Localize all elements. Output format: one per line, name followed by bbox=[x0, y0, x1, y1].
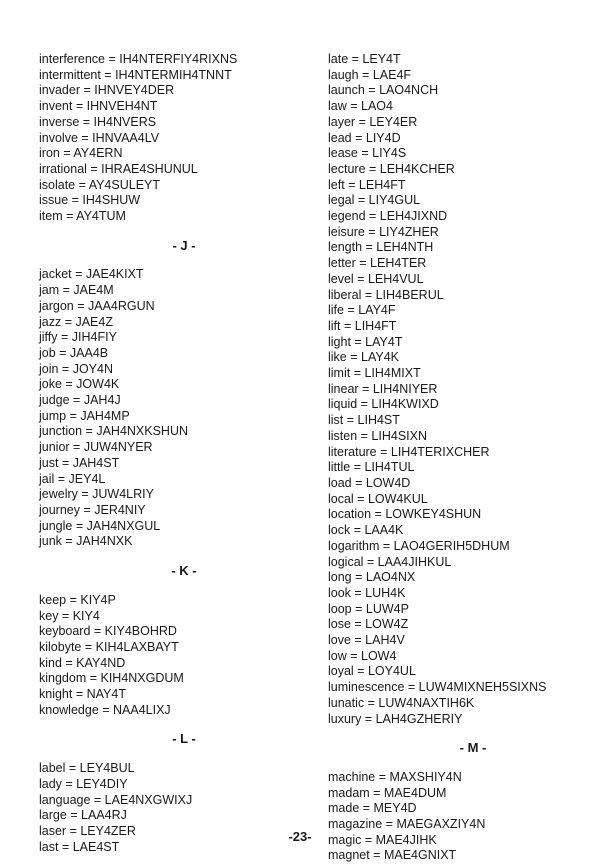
dictionary-entry: length = LEH4NTH bbox=[328, 240, 434, 255]
dictionary-entry: key = KIY4 bbox=[39, 608, 100, 623]
dictionary-entry: magazine = MAEGAXZIY4N bbox=[328, 817, 486, 832]
dictionary-entry: jungle = JAH4NXGUL bbox=[39, 518, 161, 533]
dictionary-entry: made = MEY4D bbox=[328, 801, 417, 816]
dictionary-entry: loop = LUW4P bbox=[328, 601, 409, 616]
dictionary-entry: involve = IHNVAA4LV bbox=[39, 130, 160, 145]
dictionary-entry: lift = LIH4FT bbox=[328, 318, 397, 333]
dictionary-entry: lease = LIY4S bbox=[328, 146, 407, 161]
dictionary-entry: love = LAH4V bbox=[328, 633, 405, 648]
dictionary-entry: logical = LAA4JIHKUL bbox=[328, 554, 452, 569]
page-number: -23- bbox=[288, 829, 312, 844]
dictionary-entry: life = LAY4F bbox=[328, 303, 396, 318]
section-heading: - J - bbox=[172, 237, 196, 253]
dictionary-entry: logarithm = LAO4GERIH5DHUM bbox=[328, 538, 510, 553]
dictionary-entry: level = LEH4VUL bbox=[328, 271, 424, 286]
dictionary-entry: linear = LIH4NIYER bbox=[328, 381, 438, 396]
dictionary-entry: loyal = LOY4UL bbox=[328, 664, 416, 679]
dictionary-entry: jacket = JAE4KIXT bbox=[39, 267, 144, 282]
dictionary-entry: legend = LEH4JIXND bbox=[328, 209, 448, 224]
left-column bbox=[39, 52, 289, 855]
dictionary-entry: layer = LEY4ER bbox=[328, 114, 418, 129]
dictionary-entry: madam = MAE4DUM bbox=[328, 785, 447, 800]
dictionary-entry: low = LOW4 bbox=[328, 648, 397, 663]
dictionary-entry: joke = JOW4K bbox=[39, 377, 120, 392]
dictionary-entry: item = AY4TUM bbox=[39, 209, 126, 224]
dictionary-entry: listen = LIH4SIXN bbox=[328, 428, 428, 443]
dictionary-entry: job = JAA4B bbox=[39, 345, 109, 360]
dictionary-entry: legal = LIY4GUL bbox=[328, 193, 421, 208]
dictionary-entry: laugh = LAE4F bbox=[328, 67, 412, 82]
dictionary-entry: lecture = LEH4KCHER bbox=[328, 161, 455, 176]
dictionary-entry: luminescence = LUW4MIXNEH5SIXNS bbox=[328, 680, 547, 695]
dictionary-entry: irrational = IHRAE4SHUNUL bbox=[39, 161, 198, 176]
dictionary-entry: look = LUH4K bbox=[328, 585, 406, 600]
dictionary-entry: language = LAE4NXGWIXJ bbox=[39, 792, 193, 807]
dictionary-entry: intermittent = IH4NTERMIH4TNNT bbox=[39, 67, 232, 82]
dictionary-entry: issue = IH4SHUW bbox=[39, 193, 141, 208]
dictionary-entry: interference = IH4NTERFIY4RIXNS bbox=[39, 52, 238, 66]
dictionary-entry: label = LEY4BUL bbox=[39, 761, 135, 776]
dictionary-entry: knowledge = NAA4LIXJ bbox=[39, 702, 171, 717]
dictionary-entry: kingdom = KIH4NXGDUM bbox=[39, 671, 184, 686]
dictionary-entry: jazz = JAE4Z bbox=[39, 314, 113, 329]
section-heading: - K - bbox=[171, 563, 197, 579]
dictionary-entry: jargon = JAA4RGUN bbox=[39, 298, 155, 313]
dictionary-entry: junk = JAH4NXK bbox=[39, 534, 133, 549]
dictionary-entry: junction = JAH4NXKSHUN bbox=[39, 424, 189, 439]
dictionary-entry: lead = LIY4D bbox=[328, 130, 401, 145]
dictionary-entry: launch = LAO4NCH bbox=[328, 83, 439, 98]
dictionary-entry: limit = LIH4MIXT bbox=[328, 366, 421, 381]
dictionary-entry: liberal = LIH4BERUL bbox=[328, 287, 444, 302]
dictionary-entry: junior = JUW4NYER bbox=[39, 440, 153, 455]
dictionary-entry: lady = LEY4DIY bbox=[39, 776, 128, 791]
dictionary-entry: jail = JEY4L bbox=[39, 471, 106, 486]
dictionary-entry: like = LAY4K bbox=[328, 350, 399, 365]
dictionary-entry: invader = IHNVEY4DER bbox=[39, 83, 175, 98]
dictionary-entry: liquid = LIH4KWIXD bbox=[328, 397, 439, 412]
dictionary-entry: light = LAY4T bbox=[328, 334, 403, 349]
dictionary-entry: lunatic = LUW4NAXTIH6K bbox=[328, 695, 475, 710]
dictionary-entry: late = LEY4T bbox=[328, 52, 401, 66]
dictionary-entry: lock = LAA4K bbox=[328, 523, 404, 538]
dictionary-entry: iron = AY4ERN bbox=[39, 146, 123, 161]
dictionary-entry: just = JAH4ST bbox=[39, 455, 120, 470]
dictionary-entry: left = LEH4FT bbox=[328, 177, 406, 192]
dictionary-entry: knight = NAY4T bbox=[39, 687, 126, 702]
dictionary-entry: kilobyte = KIH4LAXBAYT bbox=[39, 639, 179, 654]
dictionary-entry: letter = LEH4TER bbox=[328, 256, 427, 271]
dictionary-entry: long = LAO4NX bbox=[328, 570, 416, 585]
dictionary-entry: local = LOW4KUL bbox=[328, 491, 428, 506]
dictionary-entry: list = LIH4ST bbox=[328, 413, 400, 428]
dictionary-entry: journey = JER4NIY bbox=[39, 502, 146, 517]
dictionary-entry: laser = LEY4ZER bbox=[39, 823, 136, 838]
dictionary-entry: magnet = MAE4GNIXT bbox=[328, 848, 457, 863]
right-column bbox=[328, 52, 590, 864]
dictionary-entry: join = JOY4N bbox=[39, 361, 113, 376]
dictionary-entry: large = LAA4RJ bbox=[39, 808, 127, 823]
dictionary-entry: inverse = IH4NVERS bbox=[39, 114, 157, 129]
dictionary-entry: invent = IHNVEH4NT bbox=[39, 99, 158, 114]
dictionary-entry: lose = LOW4Z bbox=[328, 617, 409, 632]
dictionary-entry: kind = KAY4ND bbox=[39, 655, 126, 670]
dictionary-entry: load = LOW4D bbox=[328, 475, 411, 490]
dictionary-entry: leisure = LIY4ZHER bbox=[328, 224, 439, 239]
dictionary-entry: last = LAE4ST bbox=[39, 839, 120, 854]
dictionary-entry: judge = JAH4J bbox=[39, 393, 121, 408]
dictionary-entry: keyboard = KIY4BOHRD bbox=[39, 624, 177, 639]
dictionary-entry: luxury = LAH4GZHERIY bbox=[328, 711, 463, 726]
dictionary-entry: jiffy = JIH4FIY bbox=[39, 330, 117, 345]
dictionary-entry: machine = MAXSHIY4N bbox=[328, 769, 462, 784]
dictionary-entry: law = LAO4 bbox=[328, 99, 393, 114]
dictionary-entry: magic = MAE4JIHK bbox=[328, 832, 437, 847]
section-heading: - L - bbox=[172, 731, 196, 747]
dictionary-entry: jam = JAE4M bbox=[39, 283, 114, 298]
section-heading: - M - bbox=[459, 740, 487, 756]
dictionary-entry: keep = KIY4P bbox=[39, 592, 116, 607]
dictionary-entry: location = LOWKEY4SHUN bbox=[328, 507, 482, 522]
dictionary-entry: isolate = AY4SULEYT bbox=[39, 177, 161, 192]
dictionary-entry: jewelry = JUW4LRIY bbox=[39, 487, 154, 502]
dictionary-entry: jump = JAH4MP bbox=[39, 408, 130, 423]
dictionary-entry: little = LIH4TUL bbox=[328, 460, 415, 475]
dictionary-entry: literature = LIH4TERIXCHER bbox=[328, 444, 490, 459]
